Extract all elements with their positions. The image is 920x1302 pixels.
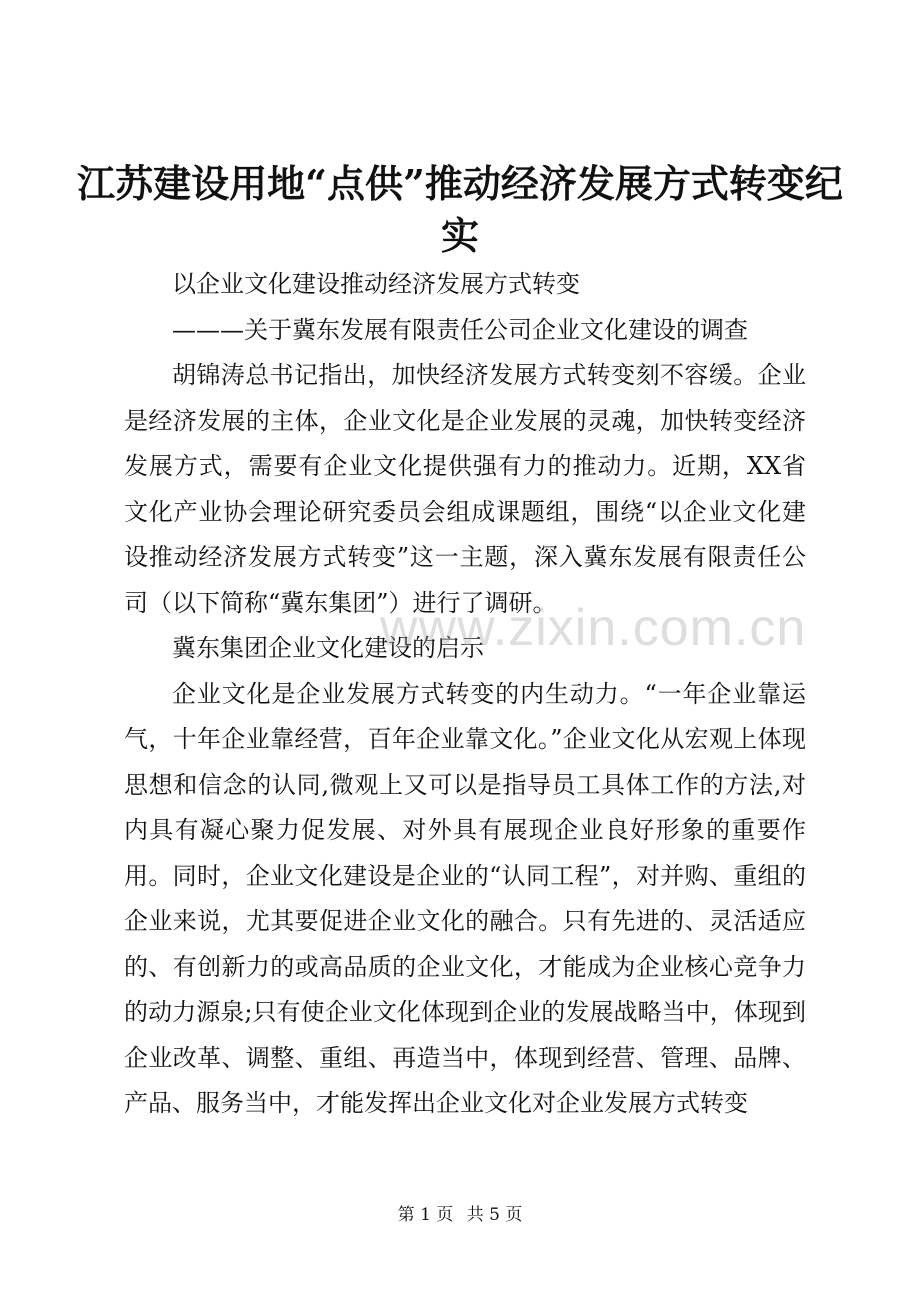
paragraph-intro: 胡锦涛总书记指出，加快经济发展方式转变刻不容缓。企业是经济发展的主体，企业文化是企业发展的灵魂，加快转变经济发展方式，需要有企业文化提供强有力的推动力。近期，XX省文化产业协会理论研究委员会组成课题组，围绕“以企业文化建设推动经济发展方式转变”这一主题，深入冀东发展有限责任公司（以下简称“冀东集团”）进行了调研。	[124, 361, 806, 617]
paragraph-section-heading: 冀东集团企业文化建设的启示	[172, 634, 484, 662]
paragraph-section-body: 企业文化是企业发展方式转变的内生动力。“一年企业靠运气，十年企业靠经营，百年企业靠文化。”企业文化从宏观上体现思想和信念的认同,微观上又可以是指导员工具体工作的方法,对内具有凝心聚力促发展、对外具有展现企业良好形象的重要作用。同时，企业文化建设是企业的“认同工程”，对并购、重组的企业来说，尤其要促进企业文化的融合。只有先进的、灵活适应的、有创新力的或高品质的企业文化，才能成为企业核心竞争力的动力源泉;只有使企业文化体现到企业的发展战略当中，体现到企业改革、调整、重组、再造当中，体现到经营、管理、品牌、产品、服务当中，才能发挥出企业文化对企业发展方式转变	[124, 679, 806, 1117]
paragraph-subtitle: 以企业文化建设推动经济发展方式转变	[172, 270, 580, 298]
watermark: www.zixin.com.cn	[380, 599, 807, 657]
page-number: 第 1 页	[397, 1205, 454, 1225]
document-title: 江苏建设用地“点供”推动经济发展方式转变纪实	[77, 161, 843, 258]
paragraph-subheading: ———关于冀东发展有限责任公司企业文化建设的调查	[172, 315, 748, 344]
document-body	[124, 262, 806, 1127]
page-footer	[0, 1200, 920, 1225]
page-total: 共 5 页	[466, 1205, 523, 1225]
